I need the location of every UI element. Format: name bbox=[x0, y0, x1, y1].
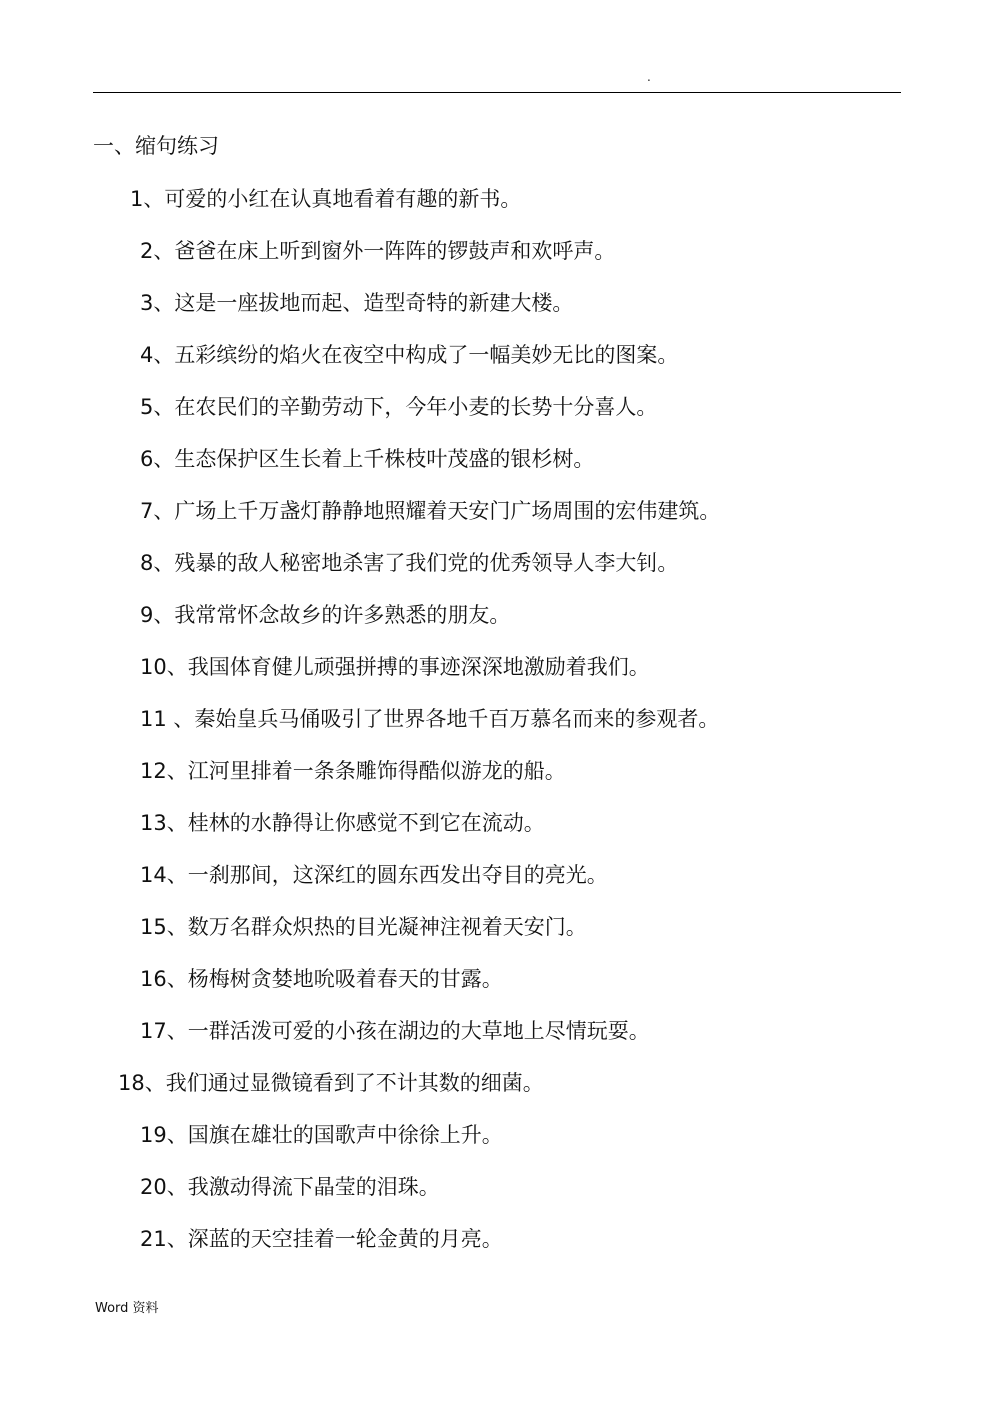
list-item: 21、深蓝的天空挂着一轮金黄的月亮。 bbox=[140, 1227, 503, 1251]
header-dot: . bbox=[647, 70, 651, 84]
list-item: 4、五彩缤纷的焰火在夜空中构成了一幅美妙无比的图案。 bbox=[140, 343, 679, 367]
list-item: 9、我常常怀念故乡的许多熟悉的朋友。 bbox=[140, 603, 511, 627]
header-rule bbox=[93, 92, 901, 93]
footer-label: Word 资料 bbox=[95, 1301, 159, 1316]
list-item: 14、一刹那间，这深红的圆东西发出夺目的亮光。 bbox=[140, 863, 608, 887]
list-item: 19、国旗在雄壮的国歌声中徐徐上升。 bbox=[140, 1123, 503, 1147]
list-item: 20、我激动得流下晶莹的泪珠。 bbox=[140, 1175, 440, 1199]
list-item: 16、杨梅树贪婪地吮吸着春天的甘露。 bbox=[140, 967, 503, 991]
list-item: 17、一群活泼可爱的小孩在湖边的大草地上尽情玩耍。 bbox=[140, 1019, 650, 1043]
list-item: 6、生态保护区生长着上千株枝叶茂盛的银杉树。 bbox=[140, 447, 595, 471]
list-item: 12、江河里排着一条条雕饰得酷似游龙的船。 bbox=[140, 759, 566, 783]
list-item: 13、桂林的水静得让你感觉不到它在流动。 bbox=[140, 811, 545, 835]
list-item: 18、我们通过显微镜看到了不计其数的细菌。 bbox=[118, 1071, 544, 1095]
list-item: 15、数万名群众炽热的目光凝神注视着天安门。 bbox=[140, 915, 587, 939]
list-item: 3、这是一座拔地而起、造型奇特的新建大楼。 bbox=[140, 291, 574, 315]
list-item: 1、可爱的小红在认真地看着有趣的新书。 bbox=[130, 187, 522, 211]
list-item: 7、广场上千万盏灯静静地照耀着天安门广场周围的宏伟建筑。 bbox=[140, 499, 721, 523]
section-title: 一、缩句练习 bbox=[93, 134, 219, 158]
list-item: 11 、秦始皇兵马俑吸引了世界各地千百万慕名而来的参观者。 bbox=[140, 707, 720, 731]
list-item: 2、爸爸在床上听到窗外一阵阵的锣鼓声和欢呼声。 bbox=[140, 239, 616, 263]
list-item: 10、我国体育健儿顽强拼搏的事迹深深地激励着我们。 bbox=[140, 655, 650, 679]
list-item: 5、在农民们的辛勤劳动下，今年小麦的长势十分喜人。 bbox=[140, 395, 658, 419]
list-item: 8、残暴的敌人秘密地杀害了我们党的优秀领导人李大钊。 bbox=[140, 551, 679, 575]
